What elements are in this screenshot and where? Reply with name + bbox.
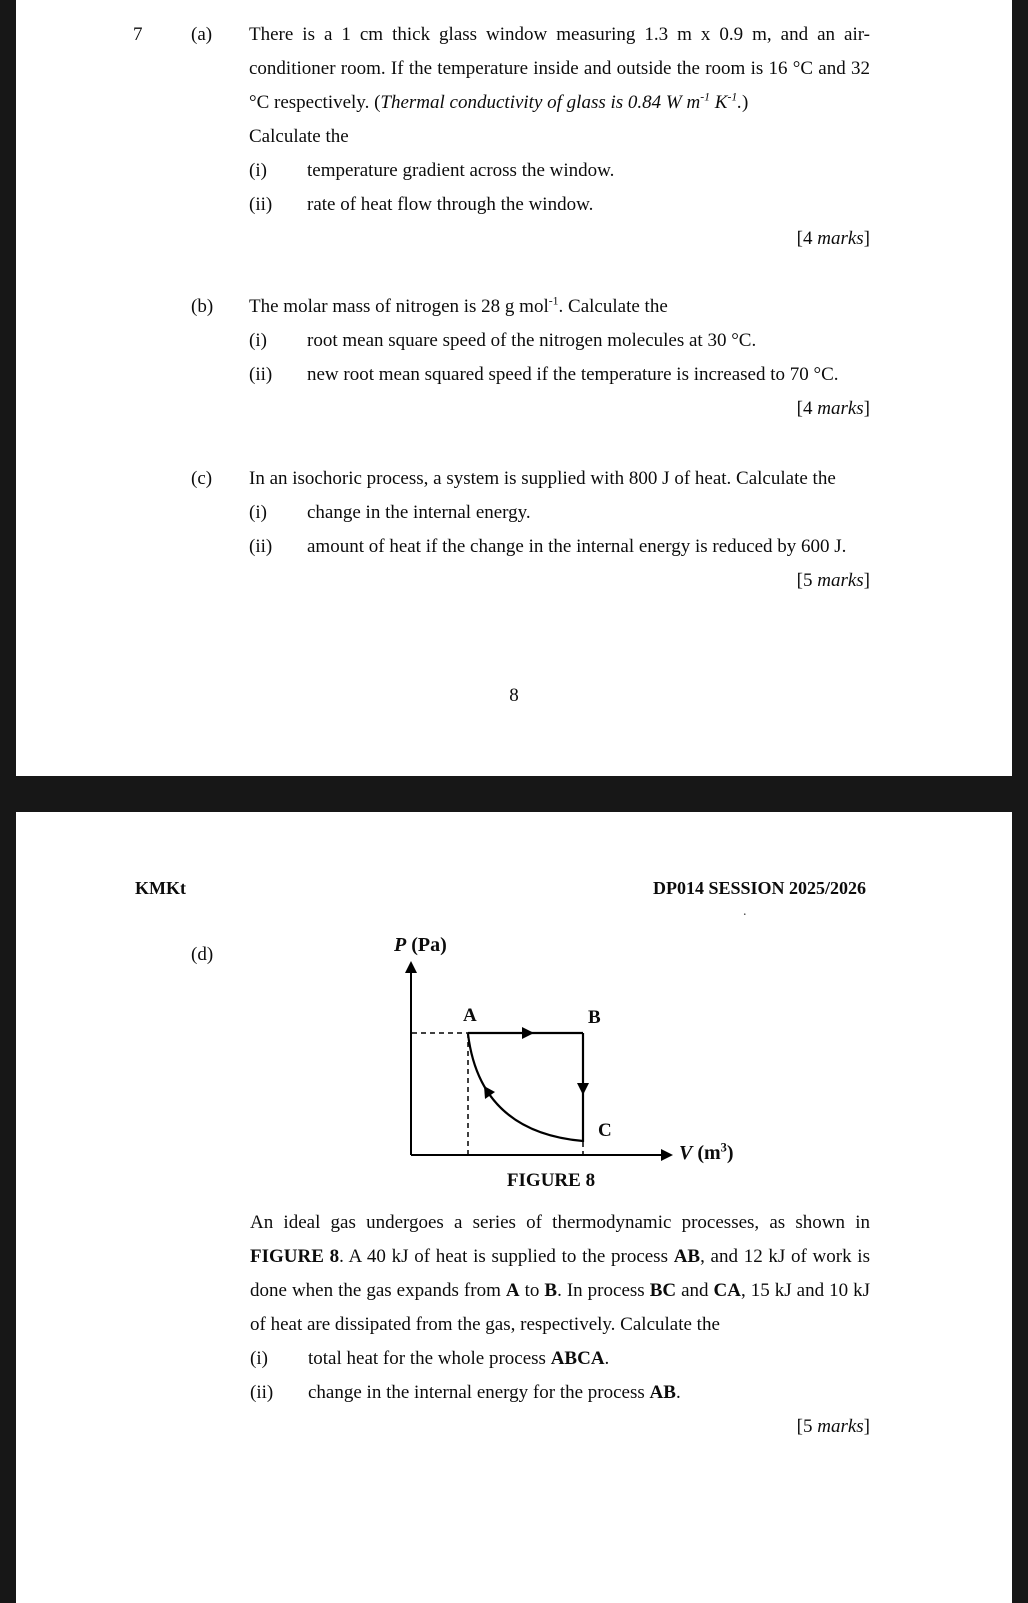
- item-text: total heat for the whole process ABCA.: [308, 1348, 610, 1369]
- exam-page-bottom: [16, 812, 1012, 1603]
- part-d-paragraph: An ideal gas undergoes a series of thermodynamic processes, as shown in FIGURE 8. A 40 kJ of heat is supplied to the process AB, and 12 kJ of work is done when the gas expands from A to B. In process BC and CA, 15 kJ and 10 kJ of heat are dissipated from the gas, respectively. Calculate the: [250, 1212, 871, 1335]
- part-b-item-ii: [249, 358, 870, 392]
- part-d-item-i: [250, 1342, 870, 1376]
- item-label: (ii): [249, 364, 273, 385]
- part-a-marks: [4 marks]: [796, 228, 870, 249]
- part-b-label: (b): [191, 296, 214, 317]
- page-number: 8: [509, 685, 519, 706]
- exam-page-top: [16, 0, 1012, 776]
- part-c-body: [249, 462, 870, 598]
- item-text: change in the internal energy.: [307, 502, 531, 523]
- item-label: (ii): [250, 1382, 274, 1403]
- item-text: temperature gradient across the window.: [307, 160, 615, 181]
- process-bc-arrow-icon: [577, 1083, 589, 1095]
- part-c-label: (c): [191, 468, 213, 489]
- process-ab-arrow-icon: [522, 1027, 534, 1039]
- part-a-item-i: [249, 154, 870, 188]
- item-text: rate of heat flow through the window.: [307, 194, 594, 215]
- part-a-intro: There is a 1 cm thick glass window measuring 1.3 m x 0.9 m, and an air-conditioner room. If the temperature inside and outside the room is 16 °C and 32 °C respectively. (Thermal conductivity of glass is 0.84 W $m^{-1}$ $K^{-1}$.): [249, 24, 870, 113]
- item-text: root mean square speed of the nitrogen molecules at 30 °C.: [307, 330, 757, 351]
- volume-axis-arrow-icon: [661, 1149, 673, 1161]
- item-label: (ii): [249, 194, 273, 215]
- part-a: [191, 18, 870, 256]
- part-c-marks: [5 marks]: [796, 570, 870, 591]
- volume-axis-label: V $(m^3)$: [679, 1140, 734, 1164]
- figure-caption: FIGURE 8: [506, 1170, 596, 1191]
- part-b-marks: [4 marks]: [796, 398, 870, 419]
- point-b-label: B: [588, 1007, 601, 1028]
- pressure-axis-arrow-icon: [405, 961, 417, 973]
- stray-dot-mark: .: [743, 904, 747, 919]
- pv-diagram: [16, 812, 1012, 1212]
- part-c-item-ii: [249, 530, 870, 564]
- point-a-label: A: [463, 1005, 477, 1026]
- page-content: [16, 0, 1012, 598]
- process-ca-arrow-icon: [484, 1086, 495, 1099]
- part-a-label: (a): [191, 24, 213, 45]
- part-b-intro: The molar mass of nitrogen is 28 g mol$^{-1}$. Calculate the: [249, 294, 668, 317]
- item-label: (ii): [249, 536, 273, 557]
- item-text: amount of heat if the change in the internal energy is reduced by 600 J.: [307, 536, 847, 557]
- part-d-item-ii: [250, 1376, 870, 1410]
- item-label: (i): [249, 160, 267, 181]
- header-left-code: KMKt: [135, 878, 186, 898]
- part-a-item-ii: [249, 188, 870, 222]
- point-c-label: C: [598, 1120, 612, 1141]
- item-label: (i): [249, 502, 267, 523]
- question-number: 7: [133, 24, 143, 45]
- item-label: (i): [249, 330, 267, 351]
- header-right-session: DP014 SESSION 2025/2026: [652, 878, 866, 898]
- part-b-item-i: [249, 324, 870, 358]
- part-a-body: [249, 18, 870, 256]
- part-c: [191, 462, 870, 598]
- part-c-item-i: [249, 496, 870, 530]
- part-d-label: (d): [191, 944, 214, 965]
- item-text: change in the internal energy for the process AB.: [308, 1382, 681, 1403]
- pressure-axis-label: P (Pa): [394, 934, 447, 956]
- part-b-body: [249, 290, 870, 426]
- part-d-marks: [5 marks]: [796, 1416, 870, 1437]
- part-b: [191, 290, 870, 426]
- part-d-body: [16, 1206, 1012, 1444]
- item-label: (i): [250, 1348, 268, 1369]
- item-text: new root mean squared speed if the temperature is increased to 70 °C.: [307, 364, 839, 385]
- part-a-intro-line2: Calculate the: [249, 126, 349, 147]
- part-c-intro: In an isochoric process, a system is supplied with 800 J of heat. Calculate the: [249, 468, 836, 489]
